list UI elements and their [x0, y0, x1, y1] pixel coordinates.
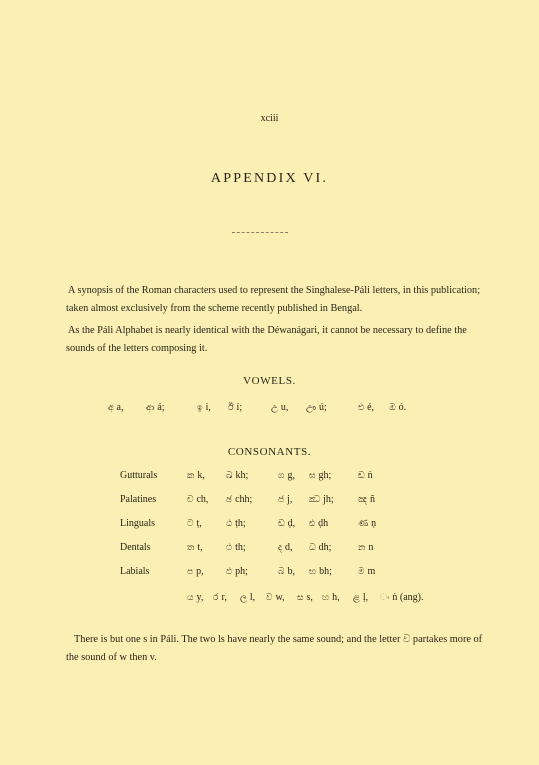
vowel-item [146, 402, 165, 413]
consonant-extra-item [353, 592, 368, 603]
consonant-item [187, 542, 203, 553]
sinhala-letter: අ [108, 402, 114, 412]
sinhala-letter: ත [187, 542, 195, 552]
sinhala-letter: ඤ [358, 494, 368, 504]
roman-equivalent: ṇ [371, 518, 377, 529]
roman-equivalent: ñ [370, 494, 376, 505]
consonant-item [187, 494, 208, 505]
intro-paragraph-1: A synopsis of the Roman characters used to represent the Singhalese-Páli letters, in this publication; taken almost exclusively from the scheme recently published in Bengal. [66, 285, 481, 314]
roman-equivalent: ṭh; [235, 518, 246, 529]
vowel-item [197, 402, 211, 413]
sinhala-letter: ඪ [309, 518, 316, 528]
sinhala-letter: ළ [353, 592, 360, 602]
consonant-item [226, 542, 246, 553]
consonant-item [358, 518, 376, 529]
consonant-item [278, 518, 295, 529]
roman-equivalent: ṅ [367, 470, 373, 481]
roman-equivalent: kh; [235, 470, 249, 481]
consonant-item [278, 566, 295, 577]
roman-equivalent: chh; [235, 494, 253, 505]
roman-equivalent: j, [287, 494, 293, 505]
roman-equivalent: k, [197, 470, 205, 481]
consonant-extra-item [187, 592, 203, 603]
sinhala-letter: භ [309, 566, 317, 576]
consonant-extra-item [380, 592, 424, 603]
sinhala-letter: ජ [278, 494, 285, 504]
vowel-item [306, 402, 327, 413]
sinhala-letter: ක [187, 470, 195, 480]
consonant-item [226, 566, 248, 577]
consonant-item [226, 494, 252, 505]
closing-note: There is but one s in Páli. The two ls have nearly the same sound; and the letter ව partakes more of the sound of w then v. [66, 634, 483, 663]
sinhala-letter: ධ [309, 542, 316, 552]
roman-equivalent: ph; [235, 566, 248, 577]
sinhala-letter: හ [322, 592, 330, 602]
consonant-item [278, 470, 295, 481]
roman-equivalent: ó. [398, 402, 407, 413]
sinhala-letter: ඌ [306, 402, 316, 412]
roman-equivalent: n [368, 542, 374, 553]
roman-equivalent: u, [280, 402, 289, 413]
consonant-item [309, 566, 332, 577]
title-divider [232, 232, 288, 233]
consonant-item [278, 542, 293, 553]
sinhala-letter: න [358, 542, 366, 552]
consonant-item [358, 494, 375, 505]
sinhala-letter: ණ [358, 518, 369, 528]
sinhala-letter: ප [187, 566, 194, 576]
roman-equivalent: é, [367, 402, 375, 413]
roman-equivalent: i, [205, 402, 211, 413]
sinhala-letter: ච [187, 494, 194, 504]
consonant-row-label: Palatines [120, 494, 157, 505]
consonant-extra-item [297, 592, 313, 603]
roman-equivalent: r, [221, 592, 227, 603]
roman-equivalent: á; [157, 402, 165, 413]
sinhala-letter: ඊ [228, 402, 234, 412]
roman-equivalent: í; [236, 402, 243, 413]
consonant-row-label: Gutturals [120, 470, 158, 481]
sinhala-letter: ඝ [309, 470, 316, 480]
sinhala-letter: ඣ [309, 494, 321, 504]
sinhala-letter: ට [187, 518, 194, 528]
consonant-item [358, 566, 375, 577]
consonant-item [278, 494, 292, 505]
sinhala-letter: ල [240, 592, 247, 602]
roman-equivalent: a, [116, 402, 124, 413]
roman-equivalent: jh; [323, 494, 334, 505]
roman-equivalent: ḍ, [287, 518, 296, 529]
consonant-extra-item [322, 592, 340, 603]
consonant-item [358, 470, 373, 481]
roman-equivalent: bh; [319, 566, 332, 577]
roman-equivalent: g, [287, 470, 295, 481]
roman-equivalent: th; [235, 542, 246, 553]
roman-equivalent: w, [275, 592, 285, 603]
consonant-item [358, 542, 373, 553]
sinhala-letter: ද [278, 542, 282, 552]
roman-equivalent: ḷ, [362, 592, 369, 603]
consonant-item [187, 566, 204, 577]
sinhala-letter: ඡ [226, 494, 233, 504]
vowel-item [228, 402, 242, 413]
consonant-extra-item [266, 592, 285, 603]
consonant-item [226, 470, 248, 481]
sinhala-letter: ං [380, 592, 390, 602]
roman-equivalent: s, [306, 592, 313, 603]
sinhala-letter: ම [358, 566, 365, 576]
roman-equivalent: m [367, 566, 376, 577]
sinhala-letter: ථ [226, 542, 233, 552]
sinhala-letter: ර [213, 592, 219, 602]
roman-equivalent: b, [287, 566, 295, 577]
sinhala-letter: උ [271, 402, 278, 412]
sinhala-letter: ස [297, 592, 304, 602]
vowel-item [108, 402, 124, 413]
roman-equivalent: ch, [196, 494, 209, 505]
roman-equivalent: h, [332, 592, 340, 603]
roman-equivalent: ṅ (ang). [392, 592, 424, 603]
roman-equivalent: ṭ, [196, 518, 202, 529]
consonant-item [309, 494, 334, 505]
sinhala-letter: ව [266, 592, 273, 602]
sinhala-letter: ඨ [226, 518, 233, 528]
sinhala-letter: ඩ [278, 518, 285, 528]
sinhala-letter: ආ [146, 402, 155, 412]
consonant-item [187, 518, 202, 529]
roman-equivalent: t, [197, 542, 203, 553]
sinhala-letter: ඵ [226, 566, 233, 576]
vowel-item [271, 402, 288, 413]
consonant-row-label: Labials [120, 566, 150, 577]
vowel-item [389, 402, 406, 413]
sinhala-letter: ඉ [197, 402, 203, 412]
sinhala-letter: ය [187, 592, 194, 602]
intro-paragraph-2: As the Páli Alphabet is nearly identical with the Déwanágari, it cannot be necessary to define the sounds of the letters composing it. [66, 325, 467, 354]
roman-equivalent: ḍh [318, 518, 329, 529]
vowel-item [358, 402, 374, 413]
page-number: xciii [260, 113, 279, 124]
sinhala-letter: එ [358, 402, 365, 412]
consonants-heading: CONSONANTS. [227, 446, 312, 458]
sinhala-letter: ඔ [389, 402, 396, 412]
consonant-item [309, 518, 328, 529]
consonant-item [187, 470, 205, 481]
consonant-item [226, 518, 246, 529]
consonant-extra-item [213, 592, 227, 603]
roman-equivalent: l, [249, 592, 256, 603]
roman-equivalent: d, [285, 542, 293, 553]
sinhala-letter: ඛ [226, 470, 233, 480]
sinhala-letter: බ [278, 566, 285, 576]
consonant-row-label: Dentals [120, 542, 151, 553]
roman-equivalent: dh; [318, 542, 332, 553]
roman-equivalent: gh; [318, 470, 332, 481]
roman-equivalent: y, [196, 592, 204, 603]
roman-equivalent: p, [196, 566, 204, 577]
consonant-item [309, 470, 331, 481]
sinhala-letter: ඞ [358, 470, 365, 480]
page-title: APPENDIX VI. [210, 171, 329, 186]
consonant-row-label: Linguals [120, 518, 155, 529]
roman-equivalent: ú; [318, 402, 327, 413]
consonant-extra-item [240, 592, 255, 603]
sinhala-letter: ග [278, 470, 285, 480]
consonant-item [309, 542, 331, 553]
vowels-heading: VOWELS. [243, 375, 296, 387]
